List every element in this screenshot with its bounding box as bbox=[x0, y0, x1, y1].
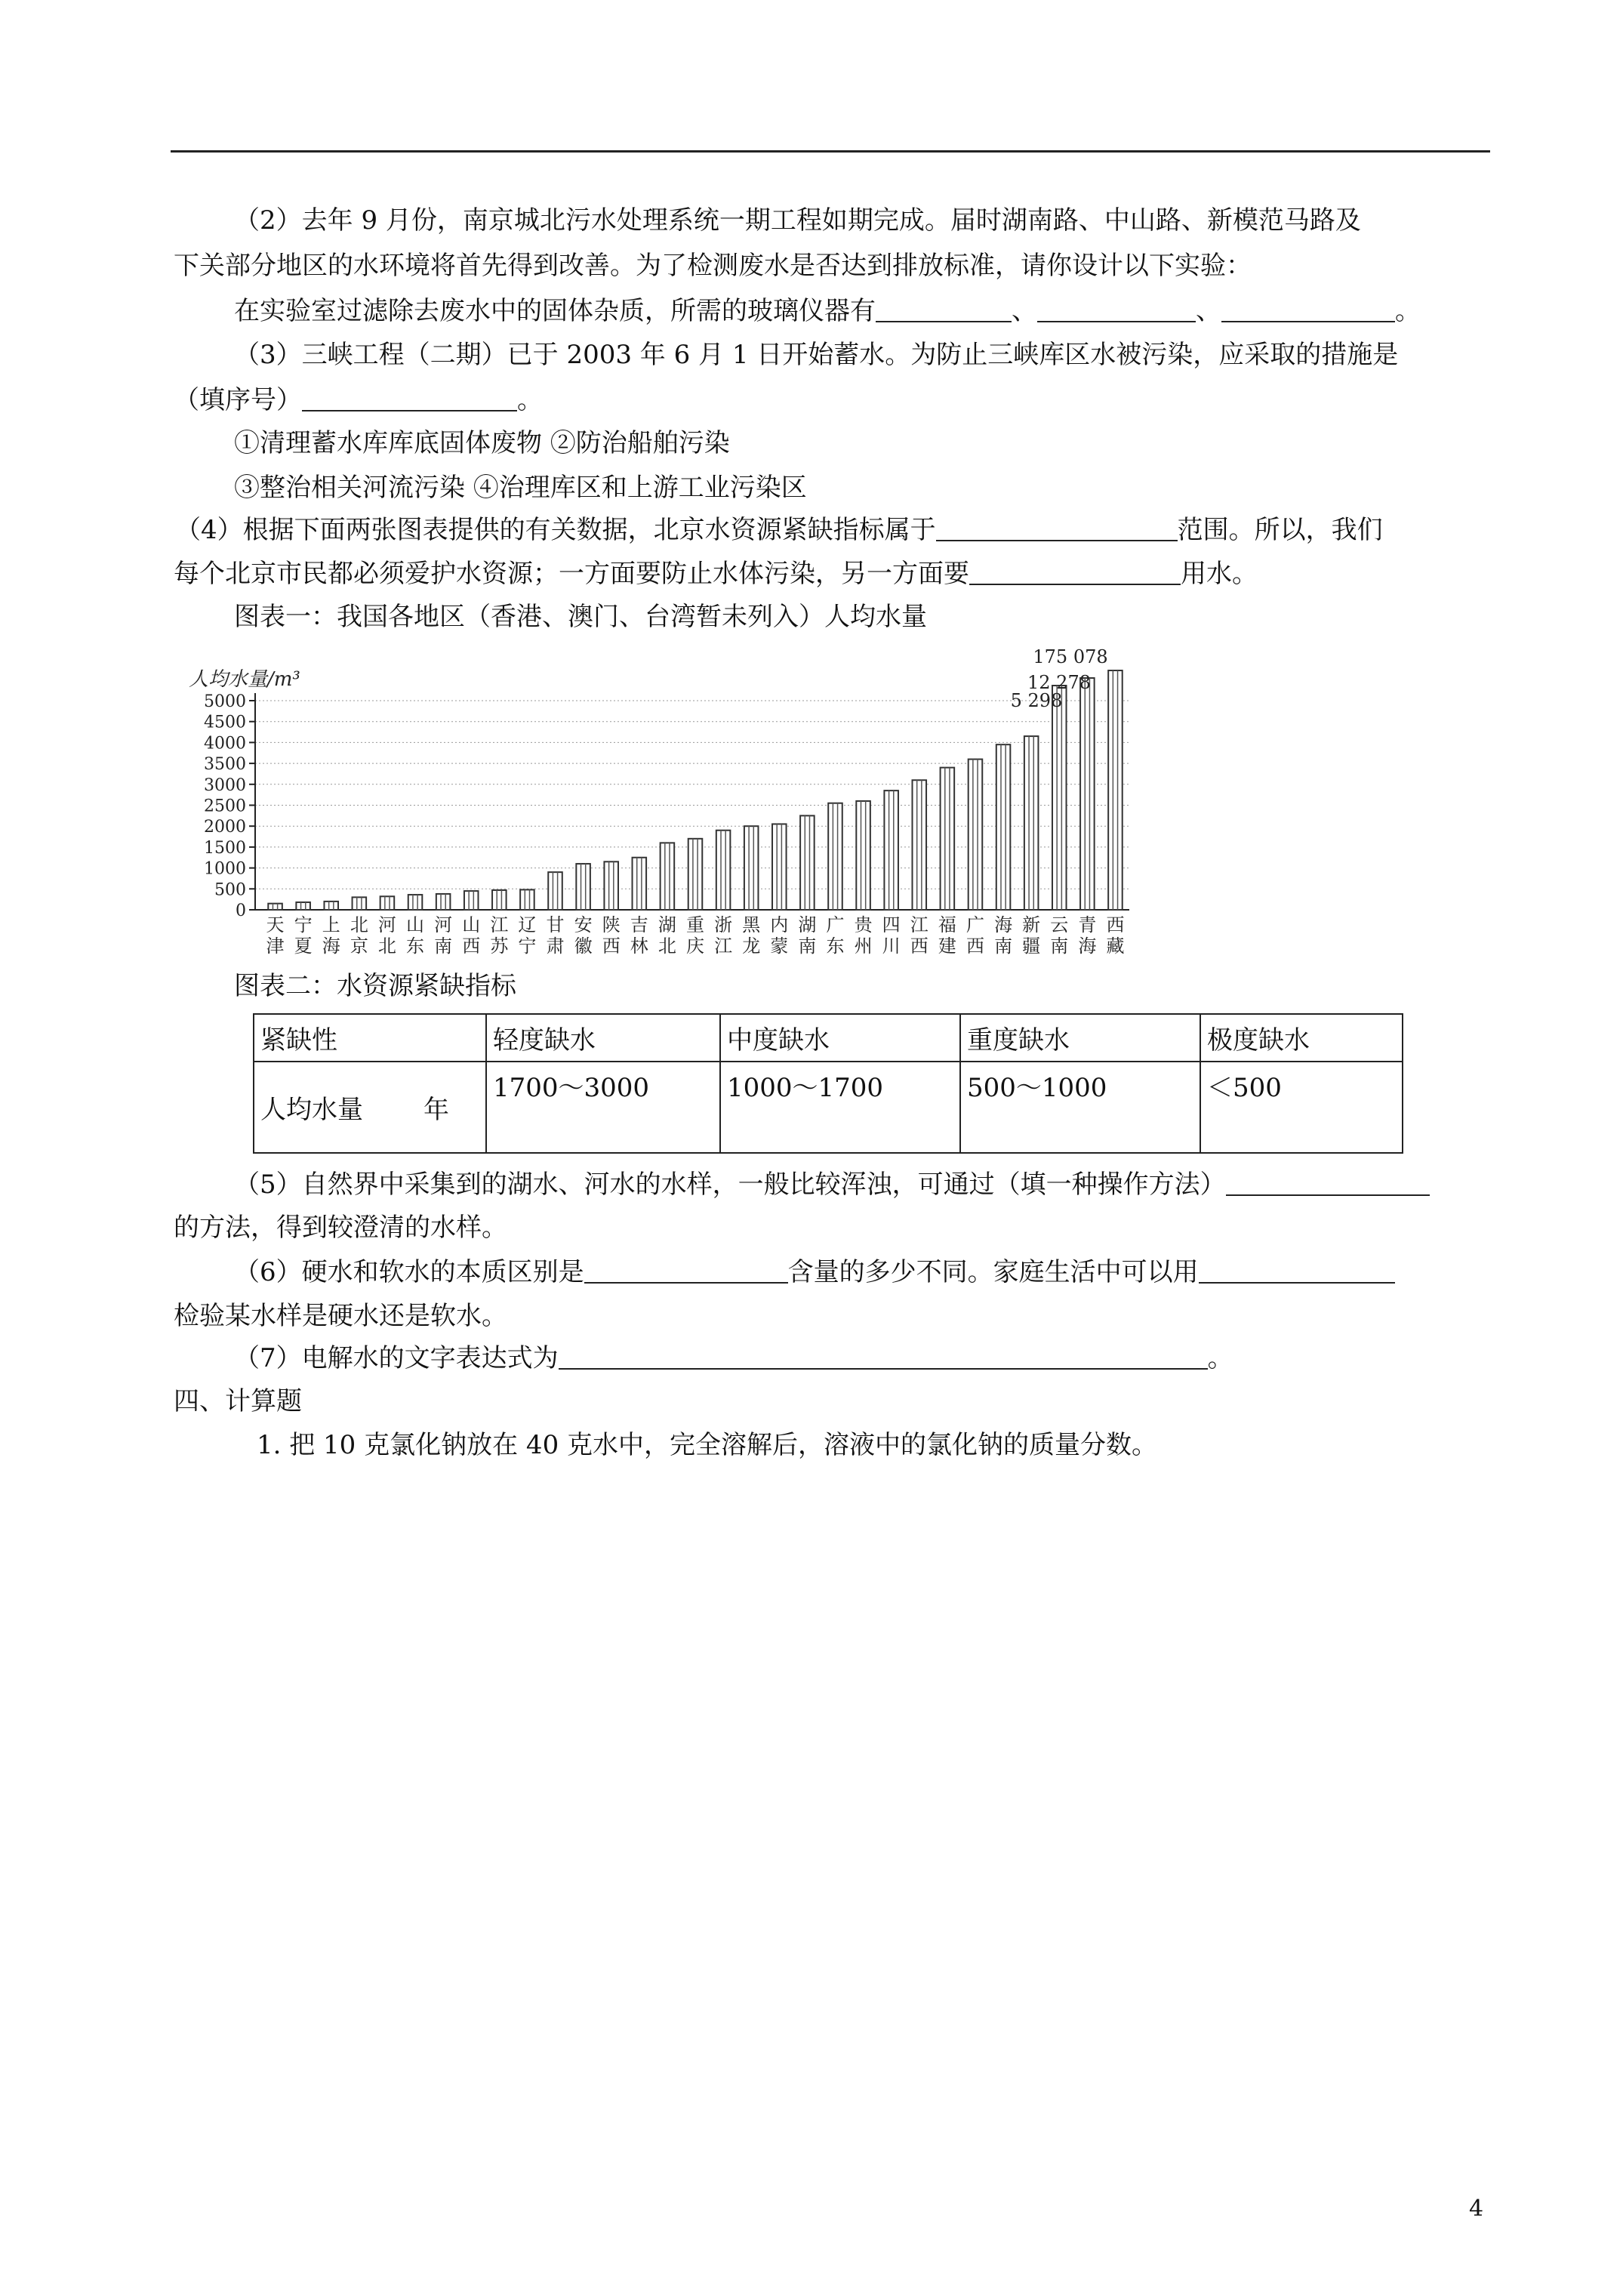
bar bbox=[941, 768, 955, 910]
bar bbox=[380, 896, 395, 910]
y-tick-label: 2500 bbox=[204, 797, 246, 816]
y-tick-label: 5000 bbox=[204, 692, 246, 711]
q2-blank-2[interactable] bbox=[1037, 298, 1196, 322]
table-row-label: 人均水量 年 bbox=[254, 1062, 486, 1153]
bar bbox=[296, 902, 310, 910]
x-tick-label: 西 bbox=[910, 935, 929, 957]
chart-bars bbox=[268, 670, 1122, 910]
bar bbox=[1080, 678, 1095, 910]
q4-line2 bbox=[174, 557, 1258, 590]
bar bbox=[1052, 686, 1067, 910]
x-tick-label: 建 bbox=[938, 935, 956, 957]
x-tick-label: 西 bbox=[462, 935, 481, 957]
water-per-capita-chart bbox=[180, 640, 1132, 965]
q4-line1a: （4）根据下面两张图表提供的有关数据，北京水资源紧缺指标属于 bbox=[175, 515, 936, 545]
q5-line1-text: （5）自然界中采集到的湖水、河水的水样，一般比较浑浊，可通过（填一种操作方法） bbox=[234, 1170, 1226, 1200]
water-scarcity-table bbox=[253, 1013, 1403, 1154]
x-tick-label: 海 bbox=[1078, 935, 1097, 957]
q3-line1: （3）三峡工程（二期）已于 2003 年 6 月 1 日开始蓄水。为防止三峡库区水被污染，应采取的措施是 bbox=[234, 340, 1399, 370]
x-tick-label: 云 bbox=[1050, 914, 1069, 935]
bar-value-label: 175 078 bbox=[1033, 646, 1108, 667]
q5-line2: 的方法，得到较澄清的水样。 bbox=[174, 1213, 507, 1243]
x-tick-label: 东 bbox=[826, 935, 845, 957]
q6-line1a: （6）硬水和软水的本质区别是 bbox=[234, 1257, 584, 1287]
x-tick-label: 南 bbox=[434, 935, 453, 957]
x-tick-label: 贵 bbox=[854, 914, 873, 935]
q2-sep-2: 、 bbox=[1196, 296, 1221, 326]
q5-line1 bbox=[234, 1168, 1430, 1201]
bar bbox=[688, 839, 703, 910]
x-tick-label: 疆 bbox=[1022, 935, 1041, 957]
q4-blank-1[interactable] bbox=[936, 517, 1178, 541]
section4-title: 四、计算题 bbox=[174, 1386, 302, 1416]
bar bbox=[576, 864, 590, 910]
bar bbox=[1024, 736, 1039, 910]
table-cell: 500～1000 bbox=[960, 1062, 1200, 1153]
x-tick-label: 江 bbox=[910, 914, 929, 935]
x-tick-label: 湖 bbox=[798, 914, 817, 935]
x-tick-label: 宁 bbox=[518, 935, 537, 957]
bar bbox=[1108, 670, 1123, 910]
bar bbox=[856, 801, 870, 910]
y-tick-label: 4000 bbox=[204, 734, 246, 754]
x-tick-label: 四 bbox=[882, 914, 901, 935]
x-tick-label: 安 bbox=[574, 914, 593, 935]
x-tick-label: 徽 bbox=[574, 935, 593, 957]
q4-line1 bbox=[175, 513, 1383, 547]
x-tick-label: 龙 bbox=[742, 935, 761, 957]
x-tick-label: 海 bbox=[994, 914, 1013, 935]
y-tick-label: 3000 bbox=[204, 775, 246, 795]
bar bbox=[913, 780, 927, 910]
x-tick-label: 广 bbox=[965, 914, 984, 935]
x-tick-label: 北 bbox=[350, 914, 368, 935]
q2-blank-1[interactable] bbox=[876, 298, 1012, 322]
q3-options1: ①清理蓄水库库底固体废物 ②防治船舶污染 bbox=[234, 428, 730, 458]
x-tick-label: 南 bbox=[1050, 935, 1069, 957]
q2-line1: （2）去年 9 月份，南京城北污水处理系统一期工程如期完成。届时湖南路、中山路、新模范马路及 bbox=[234, 205, 1361, 236]
q2-line3-text: 在实验室过滤除去废水中的固体杂质，所需的玻璃仪器有 bbox=[234, 296, 876, 326]
q2-blank-3[interactable] bbox=[1221, 298, 1395, 322]
bar bbox=[492, 890, 507, 910]
bar bbox=[268, 904, 282, 910]
x-tick-label: 天 bbox=[266, 914, 285, 935]
y-tick-label: 0 bbox=[236, 901, 246, 920]
chart1-caption: 图表一：我国各地区（香港、澳门、台湾暂未列入）人均水量 bbox=[234, 602, 927, 632]
table-row bbox=[254, 1062, 1403, 1153]
q7-blank[interactable] bbox=[559, 1345, 1208, 1370]
x-tick-label: 北 bbox=[377, 935, 396, 957]
x-tick-label: 重 bbox=[686, 914, 704, 935]
table-header-row bbox=[254, 1014, 1403, 1062]
q2-sep-1: 、 bbox=[1012, 296, 1037, 326]
chart2-caption: 图表二：水资源紧缺指标 bbox=[234, 971, 516, 1001]
x-tick-label: 西 bbox=[602, 935, 621, 957]
bar bbox=[828, 803, 842, 910]
section4-q1: 1. 把 10 克氯化钠放在 40 克水中，完全溶解后，溶液中的氯化钠的质量分数。 bbox=[257, 1430, 1158, 1460]
x-tick-label: 东 bbox=[406, 935, 425, 957]
x-tick-label: 庆 bbox=[686, 935, 704, 957]
x-tick-label: 陕 bbox=[602, 914, 621, 935]
bar bbox=[464, 891, 479, 910]
q6-line1 bbox=[234, 1256, 1395, 1289]
bar bbox=[800, 815, 815, 910]
x-tick-label: 藏 bbox=[1106, 935, 1125, 957]
x-tick-label: 京 bbox=[350, 935, 368, 957]
q2-end: 。 bbox=[1395, 296, 1421, 326]
table-header: 紧缺性 bbox=[254, 1014, 486, 1062]
header-rule bbox=[171, 150, 1490, 153]
x-tick-label: 林 bbox=[630, 935, 648, 957]
x-tick-label: 蒙 bbox=[770, 935, 789, 957]
bar-value-label: 12 278 bbox=[1027, 672, 1091, 693]
x-tick-label: 甘 bbox=[546, 914, 565, 935]
x-tick-label: 西 bbox=[965, 935, 984, 957]
q7-line1 bbox=[234, 1342, 1233, 1375]
x-tick-label: 苏 bbox=[490, 935, 509, 957]
x-tick-label: 辽 bbox=[518, 914, 537, 935]
q4-blank-2[interactable] bbox=[969, 561, 1181, 585]
q3-blank[interactable] bbox=[302, 387, 517, 411]
bar bbox=[436, 894, 451, 910]
bar bbox=[884, 791, 898, 910]
chart-y-axis-label: 人均水量/m³ bbox=[189, 668, 300, 691]
x-tick-label: 川 bbox=[882, 935, 901, 957]
table-cell: 1700～3000 bbox=[486, 1062, 720, 1153]
q3-line2-end: 。 bbox=[517, 385, 543, 415]
table-cell: ＜500 bbox=[1200, 1062, 1403, 1153]
q5-blank[interactable] bbox=[1226, 1172, 1430, 1196]
bar-value-label: 5 298 bbox=[1010, 690, 1063, 711]
bar bbox=[772, 824, 787, 910]
x-tick-label: 北 bbox=[658, 935, 676, 957]
bar bbox=[744, 826, 759, 910]
bar bbox=[661, 843, 675, 910]
y-tick-label: 1500 bbox=[204, 838, 246, 858]
x-tick-label: 夏 bbox=[294, 935, 313, 957]
x-tick-label: 山 bbox=[462, 914, 481, 935]
bar bbox=[353, 897, 367, 910]
y-tick-label: 1000 bbox=[204, 859, 246, 879]
x-tick-label: 河 bbox=[434, 914, 453, 935]
q4-line1b: 范围。所以，我们 bbox=[1177, 515, 1383, 545]
x-tick-label: 河 bbox=[377, 914, 396, 935]
q6-line1b: 含量的多少不同。家庭生活中可以用 bbox=[787, 1257, 1199, 1287]
bar bbox=[969, 760, 983, 910]
y-tick-label: 500 bbox=[214, 880, 246, 900]
table-header: 重度缺水 bbox=[960, 1014, 1200, 1062]
x-tick-label: 新 bbox=[1022, 914, 1041, 935]
x-tick-label: 湖 bbox=[658, 914, 676, 935]
table-header: 中度缺水 bbox=[720, 1014, 960, 1062]
x-tick-label: 南 bbox=[798, 935, 817, 957]
page-number: 4 bbox=[1469, 2196, 1484, 2222]
table-header: 轻度缺水 bbox=[486, 1014, 720, 1062]
q6-blank-2[interactable] bbox=[1199, 1259, 1395, 1284]
bar bbox=[324, 901, 338, 910]
q3-line2 bbox=[174, 384, 543, 417]
x-tick-label: 黑 bbox=[742, 914, 761, 935]
x-tick-label: 吉 bbox=[630, 914, 648, 935]
q6-blank-1[interactable] bbox=[584, 1259, 788, 1284]
x-tick-label: 江 bbox=[490, 914, 509, 935]
x-tick-label: 浙 bbox=[714, 914, 733, 935]
x-tick-label: 宁 bbox=[294, 914, 313, 935]
bar bbox=[604, 861, 618, 910]
bar bbox=[520, 889, 534, 910]
x-tick-label: 南 bbox=[994, 935, 1013, 957]
x-tick-label: 津 bbox=[266, 935, 285, 957]
x-tick-label: 内 bbox=[770, 914, 789, 935]
chart-x-tick-labels bbox=[266, 914, 1125, 957]
bar bbox=[633, 858, 647, 910]
x-tick-label: 广 bbox=[826, 914, 845, 935]
q3-options2: ③整治相关河流污染 ④治理库区和上游工业污染区 bbox=[234, 473, 807, 503]
bar bbox=[996, 744, 1011, 910]
x-tick-label: 海 bbox=[322, 935, 340, 957]
x-tick-label: 青 bbox=[1078, 914, 1097, 935]
table-header: 极度缺水 bbox=[1200, 1014, 1403, 1062]
x-tick-label: 州 bbox=[854, 935, 873, 957]
y-tick-label: 4500 bbox=[204, 713, 246, 732]
x-tick-label: 肃 bbox=[546, 935, 565, 957]
y-tick-label: 2000 bbox=[204, 818, 246, 837]
q4-line2a: 每个北京市民都必须爱护水资源；一方面要防止水体污染，另一方面要 bbox=[174, 559, 969, 589]
q3-line2-text: （填序号） bbox=[174, 385, 302, 415]
y-tick-label: 3500 bbox=[204, 755, 246, 775]
q7-end: 。 bbox=[1207, 1343, 1233, 1373]
bar bbox=[408, 895, 423, 910]
bar bbox=[548, 872, 562, 910]
q7-line1-text: （7）电解水的文字表达式为 bbox=[234, 1343, 559, 1373]
q2-line3 bbox=[234, 294, 1421, 328]
table-cell: 1000～1700 bbox=[720, 1062, 960, 1153]
q6-line2: 检验某水样是硬水还是软水。 bbox=[174, 1301, 507, 1331]
chart-y-tick-labels bbox=[204, 692, 246, 920]
x-tick-label: 江 bbox=[714, 935, 733, 957]
x-tick-label: 上 bbox=[322, 914, 340, 935]
x-tick-label: 西 bbox=[1106, 914, 1125, 935]
q2-line2: 下关部分地区的水环境将首先得到改善。为了检测废水是否达到排放标准，请你设计以下实验： bbox=[174, 251, 1252, 281]
x-tick-label: 福 bbox=[938, 914, 956, 935]
x-tick-label: 山 bbox=[406, 914, 425, 935]
q4-line2b: 用水。 bbox=[1181, 559, 1258, 589]
bar bbox=[716, 831, 731, 910]
